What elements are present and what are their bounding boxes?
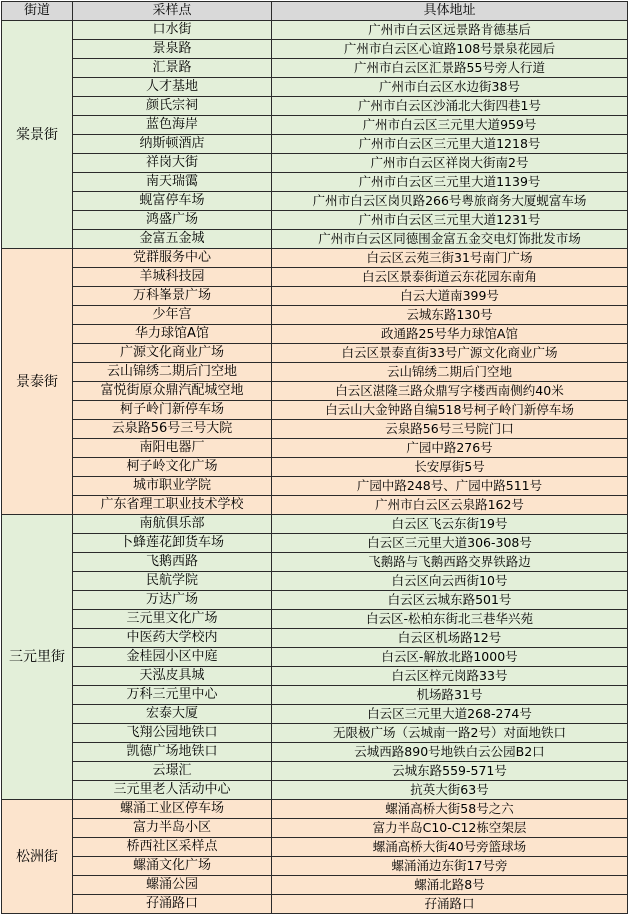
table-row: [2, 116, 628, 135]
address-cell: 广州市白云区岗贝路266号粤旅商务大厦蚬富车场: [272, 192, 628, 211]
site-cell: 南阳电器厂: [73, 439, 272, 458]
table-row: [2, 800, 628, 819]
table-row: [2, 686, 628, 705]
site-cell: 党群服务中心: [73, 249, 272, 268]
site-cell: 三元里文化广场: [73, 610, 272, 629]
site-cell: 三元里老人活动中心: [73, 781, 272, 800]
table-row: [2, 610, 628, 629]
table-header: [2, 2, 628, 21]
site-cell: 城市职业学院: [73, 477, 272, 496]
site-cell: 万科峯景广场: [73, 287, 272, 306]
table-row: [2, 40, 628, 59]
table-row: [2, 819, 628, 838]
address-cell: 白云区湛隆三路众鼎写字楼西南侧约40米: [272, 382, 628, 401]
site-cell: 金富五金城: [73, 230, 272, 249]
address-cell: 云泉路56号三号院门口: [272, 420, 628, 439]
group-tangjing: [2, 21, 628, 249]
address-cell: 广州市白云区三元里大道1218号: [272, 135, 628, 154]
address-cell: 广州市白云区祥岗大街南2号: [272, 154, 628, 173]
address-cell: 白云区-松柏东街北三巷华兴苑: [272, 610, 628, 629]
table-row: [2, 287, 628, 306]
address-cell: 螺涌涌边东街17号旁: [272, 857, 628, 876]
address-cell: 螺涌高桥大街58号之六: [272, 800, 628, 819]
table-row: [2, 344, 628, 363]
address-cell: 政通路25号华力球馆A馆: [272, 325, 628, 344]
site-cell: 广东省理工职业技术学校: [73, 496, 272, 515]
address-cell: 白云区飞云东街19号: [272, 515, 628, 534]
address-cell: 飞鹅路与飞鹅西路交界铁路边: [272, 553, 628, 572]
table-row: [2, 97, 628, 116]
address-cell: 机场路31号: [272, 686, 628, 705]
table-row: [2, 363, 628, 382]
table-row: [2, 211, 628, 230]
table-row: [2, 249, 628, 268]
table-row: [2, 135, 628, 154]
table-row: [2, 496, 628, 515]
site-cell: 柯子岭门新停车场: [73, 401, 272, 420]
address-cell: 广园中路248号、广园中路511号: [272, 477, 628, 496]
site-cell: 柯子岭文化广场: [73, 458, 272, 477]
address-cell: 白云区向云西街10号: [272, 572, 628, 591]
table-row: [2, 705, 628, 724]
site-cell: 汇景路: [73, 59, 272, 78]
address-cell: 广州市白云区三元里大道1231号: [272, 211, 628, 230]
table-row: [2, 876, 628, 895]
site-cell: 桥西社区采样点: [73, 838, 272, 857]
site-cell: 蚬富停车场: [73, 192, 272, 211]
address-cell: 广州市白云区汇景路55号旁人行道: [272, 59, 628, 78]
header-address: 具体地址: [272, 2, 628, 21]
site-cell: 南航俱乐部: [73, 515, 272, 534]
table-row: [2, 154, 628, 173]
address-cell: 孖涌路口: [272, 895, 628, 914]
table-row: [2, 667, 628, 686]
table-row: [2, 230, 628, 249]
site-cell: 云璟汇: [73, 762, 272, 781]
table-row: [2, 21, 628, 40]
address-cell: 白云区三元里大道306-308号: [272, 534, 628, 553]
table-row: [2, 781, 628, 800]
table-row: [2, 895, 628, 914]
address-cell: 广州市白云区三元里大道1139号: [272, 173, 628, 192]
address-cell: 白云区景泰街道云东花园东南角: [272, 268, 628, 287]
table-row: [2, 439, 628, 458]
site-cell: 鸿盛广场: [73, 211, 272, 230]
table-row: [2, 743, 628, 762]
table-row: [2, 629, 628, 648]
table-row: [2, 306, 628, 325]
site-cell: 螺涌公园: [73, 876, 272, 895]
site-cell: 广源文化商业广场: [73, 344, 272, 363]
address-cell: 广州市白云区水边街38号: [272, 78, 628, 97]
site-cell: 少年宫: [73, 306, 272, 325]
site-cell: 天泓皮具城: [73, 667, 272, 686]
table-row: [2, 534, 628, 553]
table-row: [2, 838, 628, 857]
table-row: [2, 401, 628, 420]
address-cell: 广州市白云区三元里大道959号: [272, 116, 628, 135]
group-jingtai: [2, 249, 628, 515]
address-cell: 白云区景泰直街33号广源文化商业广场: [272, 344, 628, 363]
address-cell: 白云区机场路12号: [272, 629, 628, 648]
header-street: 街道: [2, 2, 73, 21]
table-row: [2, 572, 628, 591]
street-cell: 松洲街: [2, 800, 73, 914]
site-cell: 富力半岛小区: [73, 819, 272, 838]
table-row: [2, 458, 628, 477]
address-cell: 广园中路276号: [272, 439, 628, 458]
site-cell: 蓝色海岸: [73, 116, 272, 135]
address-cell: 云山锦绣二期后门空地: [272, 363, 628, 382]
site-cell: 万达广场: [73, 591, 272, 610]
table-row: [2, 325, 628, 344]
table-row: [2, 591, 628, 610]
table-row: [2, 515, 628, 534]
address-cell: 广州市白云区同德围金富五金交电灯饰批发市场: [272, 230, 628, 249]
address-cell: 螺涌北路8号: [272, 876, 628, 895]
street-cell: 棠景街: [2, 21, 73, 249]
site-cell: 螺涌文化广场: [73, 857, 272, 876]
address-cell: 白云区云苑三街31号南门广场: [272, 249, 628, 268]
table-row: [2, 78, 628, 97]
site-cell: 中医药大学校内: [73, 629, 272, 648]
site-cell: 螺涌工业区停车场: [73, 800, 272, 819]
address-cell: 广州市白云区心谊路108号景泉花园后: [272, 40, 628, 59]
address-cell: 无限极广场（云城南一路2号）对面地铁口: [272, 724, 628, 743]
site-cell: 口水街: [73, 21, 272, 40]
group-sanyuanli: [2, 515, 628, 800]
street-cell: 三元里街: [2, 515, 73, 800]
address-cell: 广州市白云区沙涌北大街四巷1号: [272, 97, 628, 116]
table-row: [2, 382, 628, 401]
site-cell: 人才基地: [73, 78, 272, 97]
address-cell: 富力半岛C10-C12栋空架层: [272, 819, 628, 838]
table-row: [2, 724, 628, 743]
address-cell: 云城东路130号: [272, 306, 628, 325]
site-cell: 羊城科技园: [73, 268, 272, 287]
street-cell: 景泰街: [2, 249, 73, 515]
site-cell: 飞鹅西路: [73, 553, 272, 572]
address-cell: 白云大道南399号: [272, 287, 628, 306]
site-cell: 南天瑞霭: [73, 173, 272, 192]
sampling-sites-table: [1, 1, 628, 914]
table-row: [2, 762, 628, 781]
table-row: [2, 268, 628, 287]
site-cell: 孖涌路口: [73, 895, 272, 914]
site-cell: 华力球馆A馆: [73, 325, 272, 344]
address-cell: 白云山大金钟路自编518号柯子岭门新停车场: [272, 401, 628, 420]
site-cell: 云泉路56号三号大院: [73, 420, 272, 439]
site-cell: 云山锦绣二期后门空地: [73, 363, 272, 382]
site-cell: 民航学院: [73, 572, 272, 591]
site-cell: 纳斯顿酒店: [73, 135, 272, 154]
table-row: [2, 192, 628, 211]
group-songzhou: [2, 800, 628, 914]
address-cell: 云城东路559-571号: [272, 762, 628, 781]
site-cell: 飞翔公园地铁口: [73, 724, 272, 743]
site-cell: 卜蜂莲花卸货车场: [73, 534, 272, 553]
address-cell: 广州市白云区云泉路162号: [272, 496, 628, 515]
header-row: [2, 2, 628, 21]
address-cell: 云城西路890号地铁白云公园B2口: [272, 743, 628, 762]
address-cell: 白云区梓元岗路33号: [272, 667, 628, 686]
site-cell: 万科三元里中心: [73, 686, 272, 705]
address-cell: 螺涌高桥大街40号旁篮球场: [272, 838, 628, 857]
table-row: [2, 477, 628, 496]
site-cell: 颜氏宗祠: [73, 97, 272, 116]
table-row: [2, 59, 628, 78]
site-cell: 祥岗大街: [73, 154, 272, 173]
site-cell: 景泉路: [73, 40, 272, 59]
header-site: 采样点: [73, 2, 272, 21]
site-cell: 凯德广场地铁口: [73, 743, 272, 762]
table-row: [2, 857, 628, 876]
address-cell: 白云区-解放北路1000号: [272, 648, 628, 667]
address-cell: 长安厚街5号: [272, 458, 628, 477]
site-cell: 富悦街原众鼎汽配城空地: [73, 382, 272, 401]
table-row: [2, 648, 628, 667]
address-cell: 抗英大街63号: [272, 781, 628, 800]
table-row: [2, 420, 628, 439]
address-cell: 广州市白云区远景路肯德基后: [272, 21, 628, 40]
address-cell: 白云区云城东路501号: [272, 591, 628, 610]
table-row: [2, 173, 628, 192]
site-cell: 金桂园小区中庭: [73, 648, 272, 667]
site-cell: 宏泰大厦: [73, 705, 272, 724]
address-cell: 白云区三元里大道268-274号: [272, 705, 628, 724]
table-row: [2, 553, 628, 572]
